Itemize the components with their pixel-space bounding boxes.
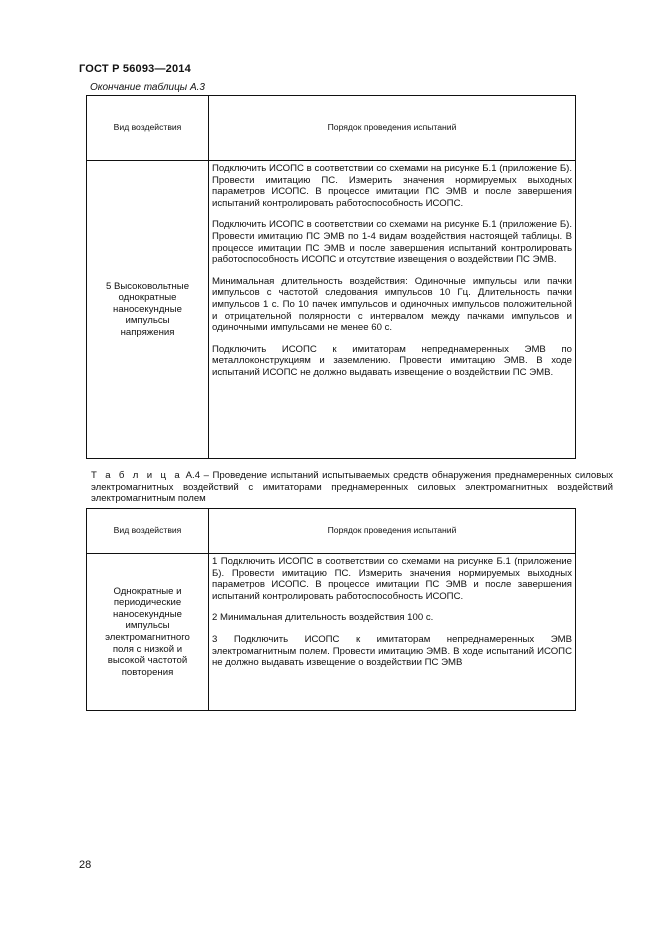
procedure-paragraph: Минимальная длительность воздействия: Одиночные импульсы или пачки импульсов с частотой следования импульсов 10 Гц. Длительность пачки импульсов 1 с. По 10 пачек импульсов и одиночных импульсов положительной и отрицательной полярности с интервалом между пачками импульсов и одиночными импульсами не менее 60 с. <box>212 275 572 334</box>
table-a3 <box>86 95 576 459</box>
table-row <box>87 554 576 711</box>
procedure-paragraph: Подключить ИСОПС в соответствии со схемами на рисунке Б.1 (приложение Б). Провести имитацию ПС. Измерить значения нормируемых выходных параметров ИСОПС. В процессе имитации ПС ЭМВ и после завершения испытаний контролировать работоспособность ИСОПС. <box>212 163 572 209</box>
procedure-paragraph: Подключить ИСОПС к имитаторам непреднамеренных ЭМВ по металлоконструкциям и заземлению. Провести имитацию ЭМВ. В ходе испытаний ИСОПС не должно выдавать извещение о воздействии ПС ЭМВ. <box>212 343 572 378</box>
caption-label: Т а б л и ц а <box>91 470 183 481</box>
column-header-procedure: Порядок проведения испытаний <box>209 509 576 554</box>
column-header-type: Вид воздействия <box>87 509 209 554</box>
document-header: ГОСТ Р 56093—2014 <box>79 63 191 75</box>
procedure-paragraph: 2 Минимальная длительность воздействия 100 с. <box>212 612 434 624</box>
effect-type-cell: Однократные и периодические наносекундные импульсы электромагнитного поля с низкой и высокой частотой повторения <box>87 554 209 711</box>
table-row <box>87 161 576 459</box>
table-a4 <box>86 508 576 711</box>
table-header-row <box>87 509 576 554</box>
page-number: 28 <box>79 859 92 871</box>
procedure-cell <box>209 161 576 459</box>
procedure-paragraph: 3 Подключить ИСОПС к имитаторам непреднамеренных ЭМВ электромагнитным полем. Провести имитацию ЭМВ. В ходе испытаний ИСОПС не должно выдавать извещение о воздействии ПС ЭМВ <box>212 633 572 669</box>
table-header-row <box>87 96 576 161</box>
procedure-paragraph: Подключить ИСОПС в соответствии со схемами на рисунке Б.1 (приложение Б). Провести имитацию ПС ЭМВ по 1-4 видам воздействия настоящей таблицы. В процессе имитации ПС ЭМВ и после завершения испытаний контролировать работоспособность ИСОПС и отсутствие извещения о воздействии ПС ЭМВ. <box>212 219 572 266</box>
procedure-paragraph: 1 Подключить ИСОПС в соответствии со схемами на рисунке Б.1 (приложение Б). Провести имитацию ПС. Измерить значения нормируемых выходных параметров ИСОПС. В процессе имитации ПС ЭМВ и после завершения испытаний контролировать работоспособность ИСОПС. <box>212 556 572 602</box>
caption-text: – Проведение испытаний испытываемых средств обнаружения преднамеренных силовых электромагнитных воздействий с имитаторами преднамеренных силовых электромагнитных воздействий электромагнитным полем <box>91 470 614 505</box>
effect-type-cell: 5 Высоковольтные однократные наносекундные импульсы напряжения <box>87 161 209 459</box>
table-continuation-label: Окончание таблицы А.3 <box>90 82 205 93</box>
column-header-type: Вид воздействия <box>87 96 209 161</box>
table-a4-caption <box>91 470 613 505</box>
caption-number: А.4 <box>185 470 201 481</box>
column-header-procedure: Порядок проведения испытаний <box>209 96 576 161</box>
procedure-cell <box>209 554 576 711</box>
